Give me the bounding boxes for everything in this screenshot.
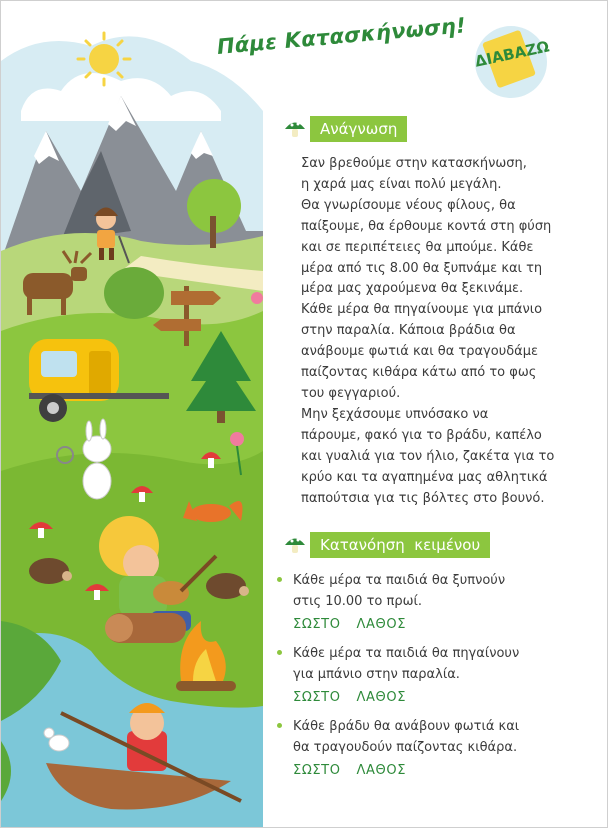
true-option[interactable]: ΣΩΣΤΟ: [293, 690, 341, 705]
reading-line: μέρα μας χαρούμενα θα ξεκινάμε.: [301, 281, 524, 297]
reading-line: πάρουμε, φακό για το βράδυ, καπέλο: [301, 427, 542, 443]
bullet-icon: [277, 723, 282, 728]
reading-line: παπούτσια για τις βόλτες στο βουνό.: [301, 490, 545, 506]
butterfly: [251, 292, 263, 304]
comprehension-section-header: [284, 532, 490, 558]
reading-heading: Ανάγνωση: [310, 116, 407, 142]
false-option[interactable]: ΛΑΘΟΣ: [356, 763, 407, 778]
question-text: Κάθε μέρα τα παιδιά θα πηγαίνουν για μπάνιο στην παραλία.: [293, 646, 520, 682]
camping-illustration: [1, 1, 263, 828]
question-text: Κάθε μέρα τα παιδιά θα ξυπνούν στις 10.00 το πρωί.: [293, 573, 506, 609]
reading-line: του φεγγαριού.: [301, 385, 401, 401]
bullet-icon: [277, 650, 282, 655]
mushroom-icon: [284, 534, 306, 556]
reading-line: παίζοντας κιθάρα κάτω από το φως: [301, 365, 537, 381]
reading-line: και γυαλιά για τον ήλιο, ζακέτα για το: [301, 448, 555, 464]
badge-label: ΔΙΑΒΑΖΩ: [473, 37, 551, 71]
reading-line: μέρα από τις 8.00 θα ξυπνάμε και τη: [301, 260, 543, 276]
reading-line: στην παραλία. Κάποια βράδια θα: [301, 323, 516, 339]
reading-line: κρύο και τα αγαπημένα μας αθλητικά: [301, 469, 548, 485]
true-option[interactable]: ΣΩΣΤΟ: [293, 763, 341, 778]
answer-options: [293, 690, 567, 705]
reading-line: και σε περιπέτειες θα μπούμε. Κάθε: [301, 239, 534, 255]
false-option[interactable]: ΛΑΘΟΣ: [356, 617, 407, 632]
question-item: [277, 643, 567, 705]
reading-text: [301, 154, 561, 509]
reading-line: Κάθε μέρα θα πηγαίνουμε για μπάνιο: [301, 302, 543, 318]
reading-line: η χαρά μας είναι πολύ μεγάλη.: [301, 176, 502, 192]
answer-options: [293, 763, 567, 778]
question-text: Κάθε βράδυ θα ανάβουν φωτιά και θα τραγουδούν παίζοντας κιθάρα.: [293, 719, 520, 755]
true-option[interactable]: ΣΩΣΤΟ: [293, 617, 341, 632]
reading-line: ανάβουμε φωτιά και θα τραγουδάμε: [301, 344, 539, 360]
reading-line: Μην ξεχάσουμε υπνόσακο να: [301, 406, 489, 422]
question-item: [277, 570, 567, 632]
reading-line: Θα γνωρίσουμε νέους φίλους, θα: [301, 197, 516, 213]
reading-line: παίξουμε, θα έρθουμε κοντά στη φύση: [301, 218, 552, 234]
bullet-icon: [277, 577, 282, 582]
false-option[interactable]: ΛΑΘΟΣ: [356, 690, 407, 705]
answer-options: [293, 617, 567, 632]
comprehension-heading: Κατανόηση κειμένου: [310, 532, 490, 558]
question-list: [277, 570, 567, 789]
reading-section-header: [284, 116, 407, 142]
reading-line: Σαν βρεθούμε στην κατασκήνωση,: [301, 156, 527, 171]
mushroom-icon: [284, 118, 306, 140]
page-title: Πάμε Κατασκήνωση!: [215, 13, 467, 59]
question-item: [277, 716, 567, 778]
